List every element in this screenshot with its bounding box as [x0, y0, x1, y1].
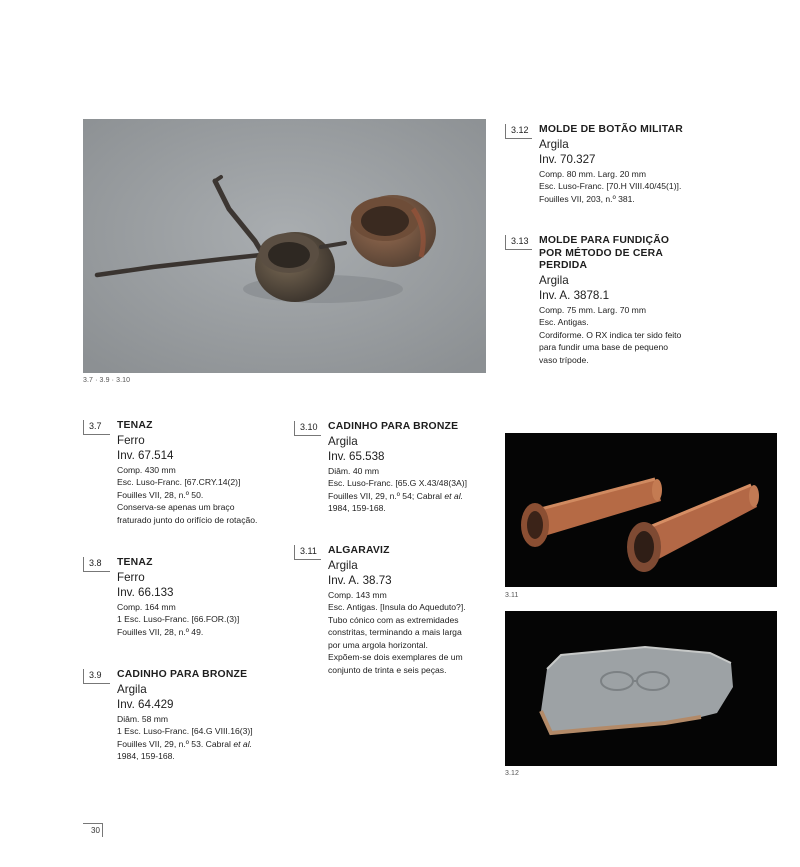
- entry-line: Cordiforme. O RX indica ter sido feito: [539, 329, 682, 340]
- tongs-and-crucibles-photo: [83, 119, 486, 373]
- entry-title: CADINHO PARA BRONZE: [117, 669, 248, 680]
- entry-number: 3.12: [505, 124, 532, 139]
- entry-number: 3.7: [83, 420, 110, 435]
- entry-inventory: Inv. 70.327: [539, 152, 596, 166]
- entry-line: Expõem-se dois exemplares de um: [328, 652, 463, 663]
- entry-line: Fouilles VII, 28, n.º 50.: [117, 489, 204, 500]
- entry-material: Ferro: [117, 570, 145, 584]
- entry-line: por uma argola horizontal.: [328, 639, 428, 650]
- entry-line: Diâm. 58 mm: [117, 713, 169, 724]
- entry-line: Esc. Antigas. [Insula do Aqueduto?].: [328, 602, 466, 613]
- entry-material: Argila: [117, 682, 147, 696]
- entry-reference: Fouilles VII, 29, n.º 53. Cabral et al.: [117, 738, 252, 749]
- entry-line: Conserva-se apenas um braço: [117, 502, 235, 513]
- entry-line: 1984, 159-168.: [117, 751, 175, 762]
- entry-line: Comp. 80 mm. Larg. 20 mm: [539, 168, 646, 179]
- entry-number: 3.10: [294, 421, 321, 436]
- entry-title: ALGARAVIZ: [328, 545, 390, 556]
- entry-title-line: POR MÉTODO DE CERA: [539, 247, 664, 259]
- entry-line: fraturado junto do orifício de rotação.: [117, 514, 258, 525]
- entry-inventory: Inv. 67.514: [117, 448, 174, 462]
- entry-line: Comp. 164 mm: [117, 601, 176, 612]
- entry-material: Argila: [328, 558, 358, 572]
- clay-tubes-photo: [505, 433, 777, 587]
- entry-line: Esc. Antigas.: [539, 317, 589, 328]
- photo-caption-tongs: 3.7 · 3.9 · 3.10: [83, 377, 131, 384]
- entry-reference: Fouilles VII, 29, n.º 54; Cabral et al.: [328, 490, 463, 501]
- entry-line: Diâm. 40 mm: [328, 465, 380, 476]
- entry-title: MOLDE DE BOTÃO MILITAR: [539, 124, 683, 135]
- photo-caption-mold: 3.12: [505, 770, 520, 777]
- entry-line: Comp. 143 mm: [328, 589, 387, 600]
- entry-material: Argila: [539, 137, 569, 151]
- entry-line: Fouilles VII, 203, n.º 381.: [539, 193, 635, 204]
- entry-line: 1 Esc. Luso-Franc. [66.FOR.(3)]: [117, 614, 240, 625]
- entry-title: TENAZ: [117, 557, 153, 568]
- entry-line: 1984, 159-168.: [328, 503, 386, 514]
- entry-number: 3.13: [505, 235, 532, 250]
- entry-title: TENAZ: [117, 420, 153, 431]
- entry-line: Comp. 430 mm: [117, 464, 176, 475]
- entry-line: 1 Esc. Luso-Franc. [64.G VIII.16(3)]: [117, 726, 253, 737]
- clay-mold-photo: [505, 611, 777, 766]
- entry-line: Esc. Luso-Franc. [65.G X.43/48(3A)]: [328, 478, 467, 489]
- entry-line: Esc. Luso-Franc. [67.CRY.14(2)]: [117, 477, 241, 488]
- entry-line: vaso trípode.: [539, 354, 589, 365]
- entry-inventory: Inv. A. 38.73: [328, 573, 392, 587]
- entry-number: 3.9: [83, 669, 110, 684]
- entry-title-line: PERDIDA: [539, 260, 588, 271]
- entry-title-line: MOLDE PARA FUNDIÇÃO: [539, 235, 670, 246]
- entry-line: conjunto de trinta e seis peças.: [328, 665, 447, 676]
- entry-material: Argila: [328, 434, 358, 448]
- entry-inventory: Inv. 66.133: [117, 585, 174, 599]
- entry-number: 3.11: [294, 545, 321, 560]
- entry-line: Fouilles VII, 28, n.º 49.: [117, 626, 204, 637]
- entry-line: Tubo cónico com as extremidades: [328, 614, 459, 625]
- entry-material: Argila: [539, 273, 569, 287]
- entry-number: 3.8: [83, 557, 110, 572]
- entry-title: CADINHO PARA BRONZE: [328, 421, 459, 432]
- page-number: 30: [83, 823, 103, 837]
- entry-inventory: Inv. A. 3878.1: [539, 288, 610, 302]
- entry-inventory: Inv. 65.538: [328, 449, 385, 463]
- entry-line: Esc. Luso-Franc. [70.H VIII.40/45(1)].: [539, 181, 682, 192]
- entry-line: Comp. 75 mm. Larg. 70 mm: [539, 304, 646, 315]
- entry-inventory: Inv. 64.429: [117, 697, 174, 711]
- entry-material: Ferro: [117, 433, 145, 447]
- photo-caption-tubes: 3.11: [505, 592, 519, 599]
- entry-line: constritas, terminando a mais larga: [328, 627, 462, 638]
- entry-line: para fundir uma base de pequeno: [539, 342, 669, 353]
